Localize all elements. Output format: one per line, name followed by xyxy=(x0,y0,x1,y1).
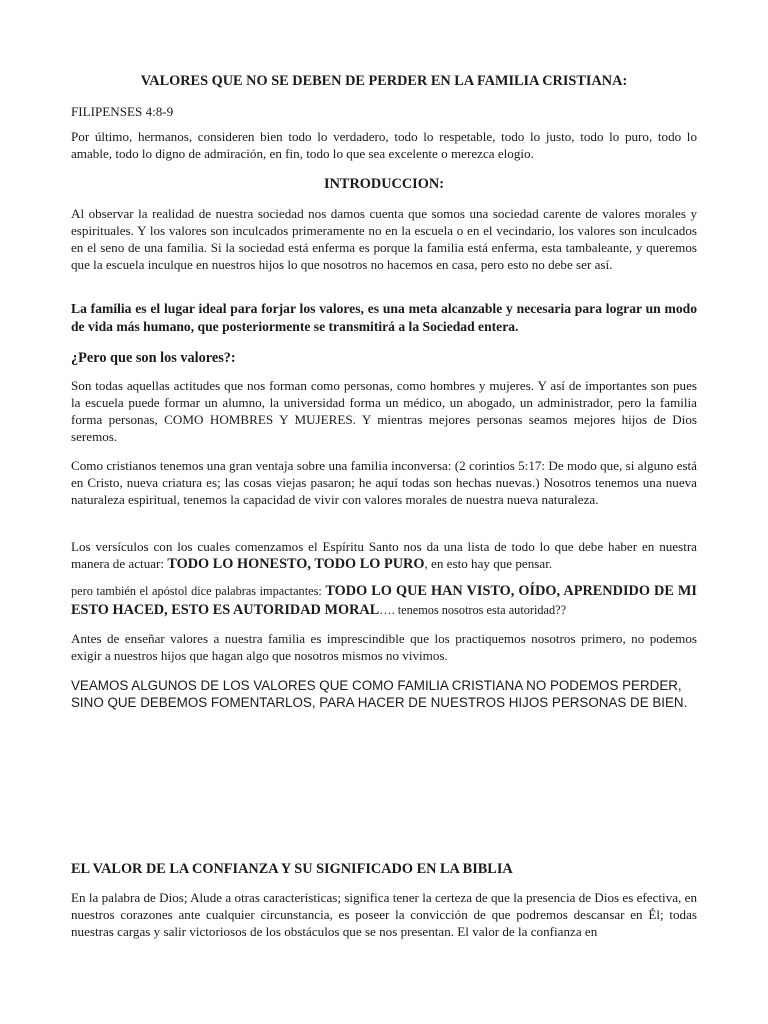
apostle-text-after: …. tenemos nosotros esta autoridad?? xyxy=(379,603,567,617)
section-paragraph: En la palabra de Dios; Alude a otras características; significa tener la certeza de que la presencia de Dios es efectiva, en nuestros corazones ante cualquier circunstancia, es poseer la convicción de que podremos descansar en Él; todas nuestras cargas y salir victoriosos de los obstáculos que se nos presentan. El valor de la confianza en xyxy=(71,890,697,939)
apostle-emphasis: TODO LO QUE HAN VISTO, OÍDO, APRENDIDO DE MI ESTO HACED, ESTO ES AUTORIDAD MORAL xyxy=(71,583,697,618)
values-paragraph: Son todas aquellas actitudes que nos forman como personas, como hombres y mujeres. Y así de importantes son pues la escuela puede formar un alumno, la universidad forma un médico, un abogado, un administrador, pero la familia forma personas, COMO HOMBRES Y MUJERES. Y mientras mejores personas seamos mejores hijos de Dios seremos. xyxy=(71,378,697,444)
verses-text-before: Los versículos con los cuales comenzamos el Espíritu Santo nos da una lista de todo lo que debe haber en nuestra manera de actuar: xyxy=(71,539,697,571)
verses-paragraph xyxy=(71,538,697,573)
intro-heading: INTRODUCCION: xyxy=(324,176,444,192)
section-heading: EL VALOR DE LA CONFIANZA Y SU SIGNIFICADO EN LA BIBLIA xyxy=(71,861,513,877)
intro-paragraph: Al observar la realidad de nuestra sociedad nos damos cuenta que somos una sociedad carente de valores morales y espirituales. Y los valores son inculcados primeramente no en la escuela o en el vecindario, los valores son inculcados en el seno de una familia. Si la sociedad está enferma es porque la familia está enferma, esta tambaleante, y queremos que la escuela inculque en nuestros hijos lo que nosotros no hacemos en casa, pero esto no debe ser así. xyxy=(71,206,697,272)
verse-paragraph: Por último, hermanos, consideren bien todo lo verdadero, todo lo respetable, todo lo justo, todo lo puro, todo lo amable, todo lo digno de admiración, en fin, todo lo que sea excelente o merezca elogio. xyxy=(71,129,697,161)
verses-text-after: , en esto hay que pensar. xyxy=(424,556,553,571)
verses-emphasis: TODO LO HONESTO, TODO LO PURO xyxy=(167,556,425,572)
apostle-paragraph xyxy=(71,582,697,620)
scripture-reference: FILIPENSES 4:8-9 xyxy=(71,104,174,119)
question-heading: ¿Pero que son los valores?: xyxy=(71,350,236,366)
document-title: VALORES QUE NO SE DEBEN DE PERDER EN LA FAMILIA CRISTIANA: xyxy=(140,73,628,89)
bold-paragraph: La familia es el lugar ideal para forjar los valores, es una meta alcanzable y necesaria para lograr un modo de vida más humano, que posteriormente se transmitirá a la Sociedad entera. xyxy=(71,301,697,334)
christians-paragraph: Como cristianos tenemos una gran ventaja sobre una familia inconversa: (2 corintios 5:17: De modo que, si alguno está en Cristo, nueva criatura es; las cosas viejas pasaron; he aquí todas son hechas nuevas.) Nosotros tenemos una nueva naturaleza espiritual, tenemos la capacidad de vivir con valores morales de nuestra nueva naturaleza. xyxy=(71,458,697,507)
closing-paragraph: VEAMOS ALGUNOS DE LOS VALORES QUE COMO FAMILIA CRISTIANA NO PODEMOS PERDER, SINO QUE DEBEMOS FOMENTARLOS, PARA HACER DE NUESTROS HIJOS PERSONAS DE BIEN. xyxy=(71,678,688,710)
teach-paragraph: Antes de enseñar valores a nuestra familia es imprescindible que los practiquemos nosotros primero, no podemos exigir a nuestros hijos que hagan algo que nosotros mismos no vivimos. xyxy=(71,631,697,663)
apostle-text-before: pero también el apóstol dice palabras impactantes: xyxy=(71,584,326,598)
